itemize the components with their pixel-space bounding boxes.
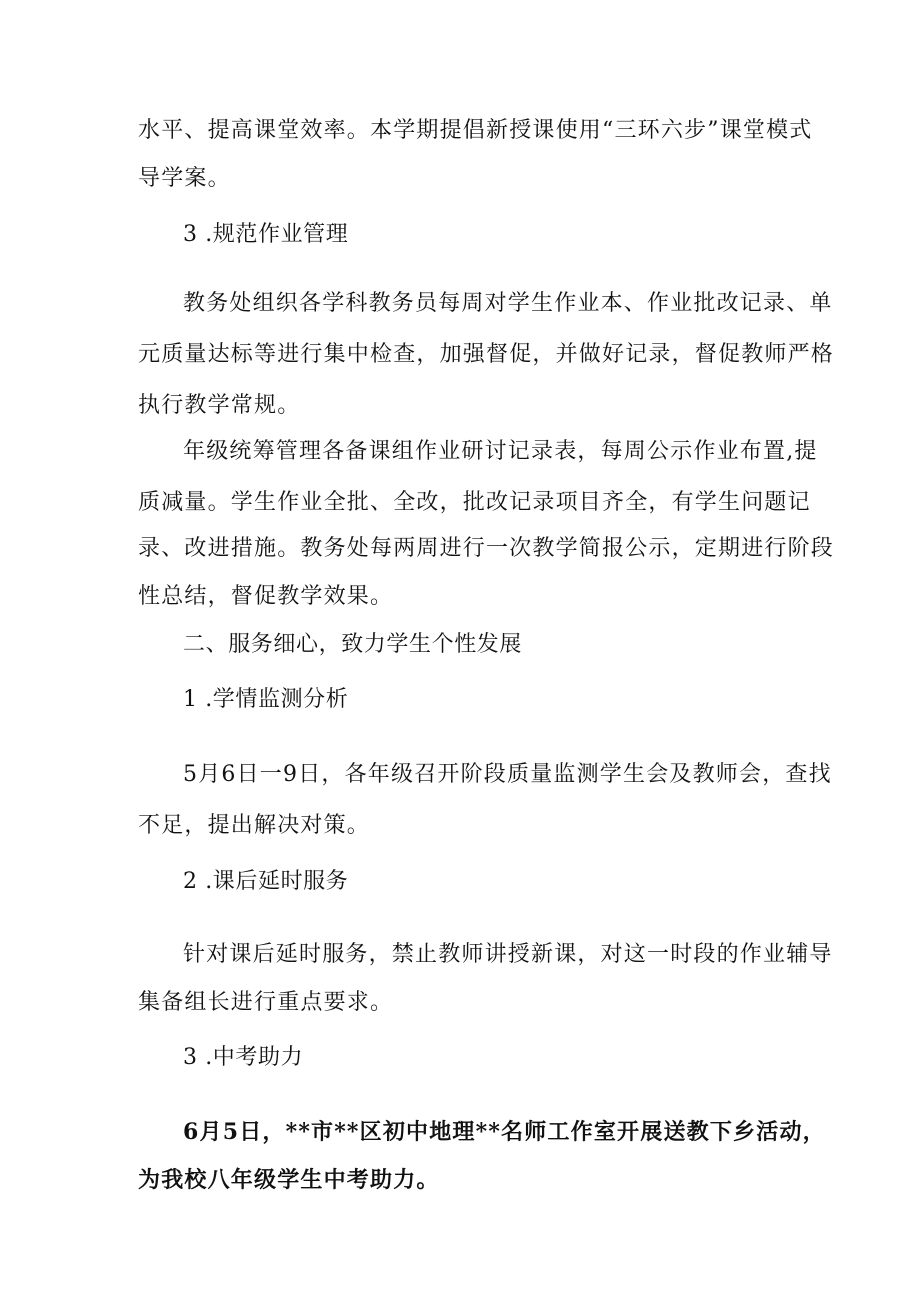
- paragraph-line: 性总结，督促教学效果。: [138, 584, 394, 609]
- paragraph-line: 教务处组织各学科教务员每周对学生作业本、作业批改记录、单: [183, 291, 833, 316]
- paragraph-line: 年级统筹管理各备课组作业研讨记录表，每周公示作业布置,提: [183, 439, 818, 464]
- paragraph-line: 针对课后延时服务，禁止教师讲授新课，对这一时段的作业辅导: [183, 942, 833, 967]
- paragraph-line: 6月5日，**市**区初中地理**名师工作室开展送教下乡活动，: [183, 1119, 826, 1145]
- section-heading: 二、服务细心，致力学生个性发展: [183, 632, 523, 657]
- paragraph-line: 质减量。学生作业全批、全改，批改记录项目齐全，有学生问题记: [138, 490, 811, 515]
- subheading-afterschool-service: 2 .课后延时服务: [183, 869, 349, 894]
- paragraph-line: 录、改进措施。教务处每两周进行一次教学简报公示，定期进行阶段: [138, 536, 835, 561]
- paragraph-line: 为我校八年级学生中考助力。: [138, 1167, 440, 1193]
- paragraph-line: 水平、提高课堂效率。本学期提倡新授课使用“三环六步”课堂模式: [138, 118, 813, 143]
- subheading-homework-management: 3 .规范作业管理: [183, 222, 349, 247]
- paragraph-line: 不足，提出解决对策。: [138, 813, 371, 838]
- subheading-study-analysis: 1 .学情监测分析: [183, 687, 349, 712]
- paragraph-line: 集备组长进行重点要求。: [138, 990, 394, 1015]
- paragraph-line: 元质量达标等进行集中检查，加强督促，并做好记录，督促教师严格: [138, 342, 835, 367]
- paragraph-line: 5月6日一9日，各年级召开阶段质量监测学生会及教师会，查找: [183, 762, 832, 787]
- subheading-exam-support: 3 .中考助力: [183, 1045, 304, 1070]
- paragraph-line: 执行教学常规。: [138, 393, 301, 418]
- paragraph-line: 导学案。: [138, 166, 231, 191]
